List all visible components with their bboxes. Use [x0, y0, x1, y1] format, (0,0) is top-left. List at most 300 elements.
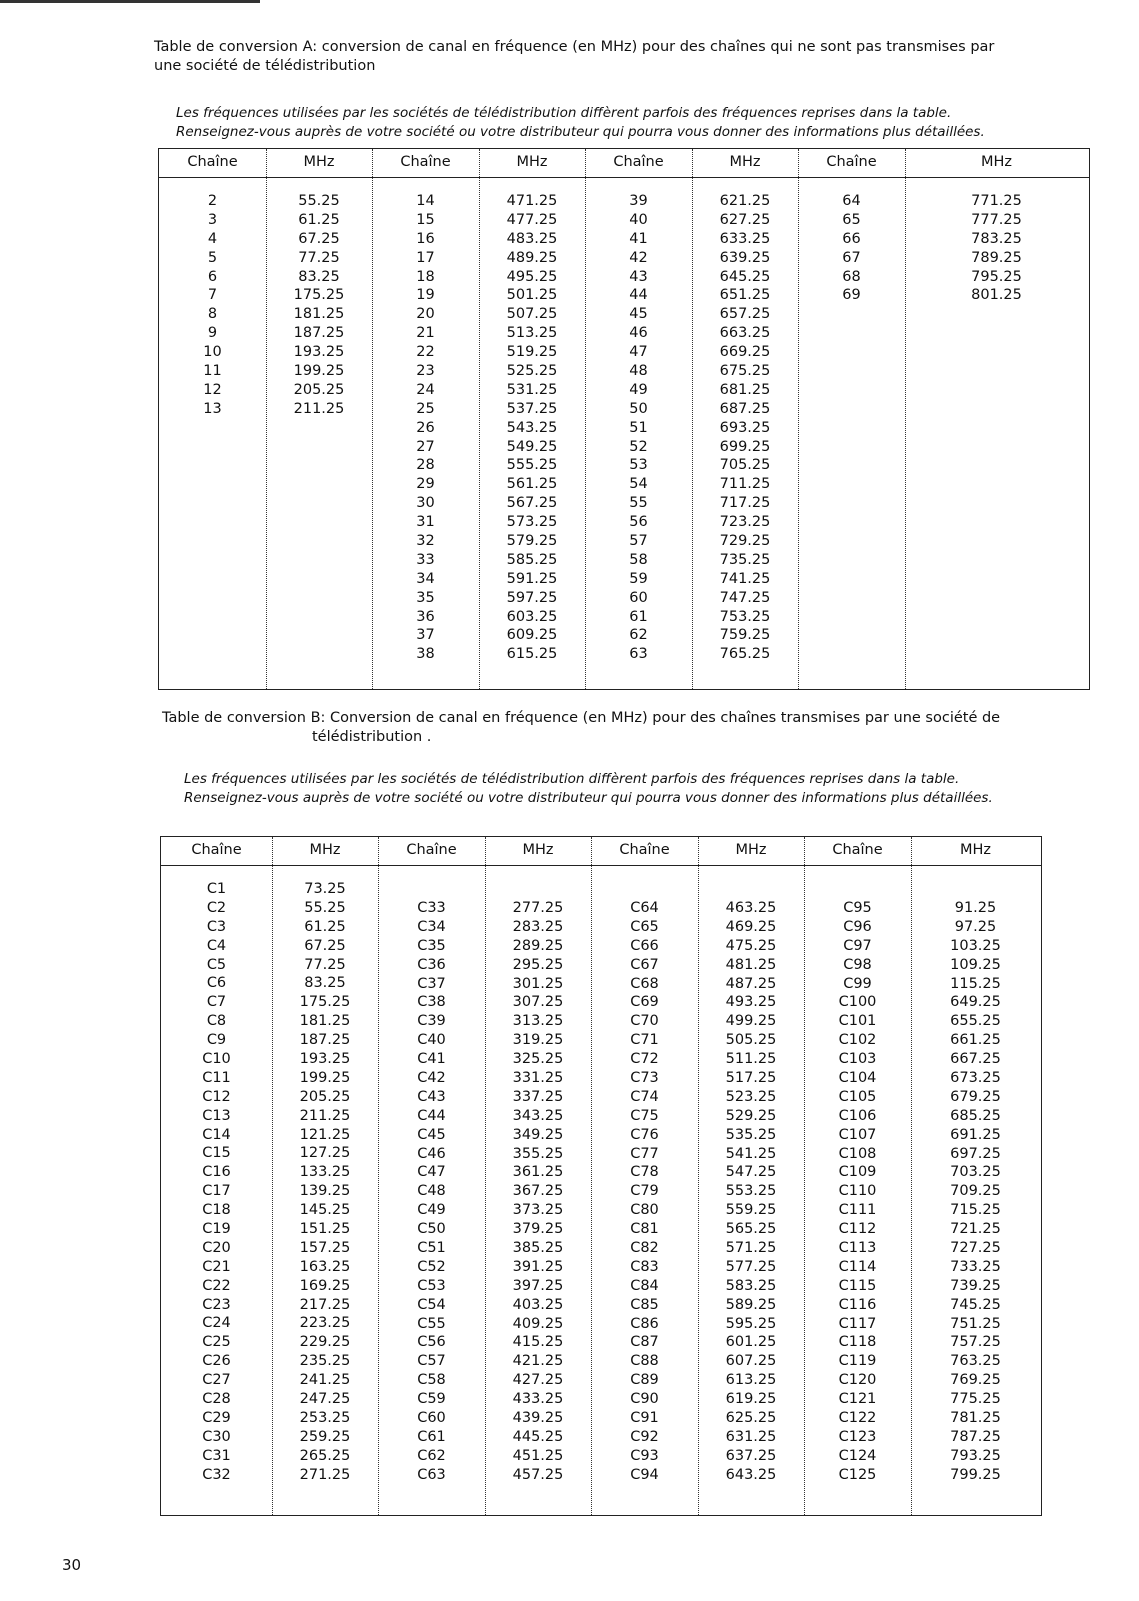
frequency-cell: 709.25	[950, 1183, 1001, 1200]
channel-cell: C66	[630, 937, 659, 954]
table_b-column-mhz	[911, 899, 1040, 1485]
channel-cell: C89	[630, 1372, 659, 1389]
channel-cell: C22	[202, 1277, 231, 1294]
channel-cell: C79	[630, 1183, 659, 1200]
channel-cell: C118	[838, 1334, 877, 1351]
channel-cell: C67	[630, 956, 659, 973]
frequency-cell: 505.25	[725, 1032, 777, 1049]
frequency-cell: 799.25	[950, 1466, 1001, 1483]
frequency-cell: 163.25	[299, 1258, 351, 1275]
channel-cell: 44	[629, 287, 648, 304]
frequency-cell: 295.25	[512, 956, 564, 973]
frequency-cell: 547.25	[725, 1164, 777, 1181]
frequency-cell: 801.25	[971, 287, 1022, 304]
channel-cell: C63	[417, 1466, 446, 1483]
frequency-cell: 157.25	[299, 1239, 351, 1256]
frequency-cell: 663.25	[719, 325, 771, 342]
table_a-column-chaine	[159, 192, 266, 419]
channel-cell: C48	[417, 1183, 446, 1200]
channel-cell: C97	[843, 937, 872, 954]
frequency-cell: 775.25	[950, 1391, 1001, 1408]
frequency-cell: 657.25	[719, 306, 771, 323]
channel-cell: C44	[417, 1107, 446, 1124]
frequency-cell: 517.25	[725, 1070, 777, 1087]
channel-cell: C34	[417, 918, 446, 935]
frequency-cell: 673.25	[950, 1070, 1001, 1087]
frequency-cell: 699.25	[719, 438, 771, 455]
channel-cell: C29	[202, 1409, 231, 1426]
frequency-cell: 543.25	[506, 419, 558, 436]
frequency-cell: 115.25	[950, 975, 1001, 992]
frequency-cell: 469.25	[725, 918, 777, 935]
frequency-cell: 661.25	[950, 1032, 1001, 1049]
channel-cell: C25	[202, 1334, 231, 1351]
frequency-cell: 223.25	[299, 1315, 351, 1332]
channel-cell: 16	[416, 230, 435, 247]
table_b-header-mhz: MHz	[735, 842, 767, 858]
channel-cell: 59	[629, 570, 648, 587]
frequency-cell: 643.25	[725, 1466, 777, 1483]
channel-cell: C117	[838, 1315, 877, 1332]
channel-cell: C24	[202, 1315, 231, 1332]
frequency-cell: 325.25	[512, 1051, 564, 1068]
channel-cell: C26	[202, 1353, 231, 1370]
channel-cell: 50	[629, 400, 648, 417]
channel-cell: C114	[838, 1258, 877, 1275]
channel-cell: C106	[838, 1107, 877, 1124]
channel-cell: C60	[417, 1410, 446, 1427]
channel-cell: C50	[417, 1221, 446, 1238]
channel-cell: C96	[843, 918, 872, 935]
frequency-cell: 205.25	[293, 381, 345, 398]
channel-cell: C98	[843, 956, 872, 973]
frequency-cell: 61.25	[304, 918, 346, 935]
channel-cell: C84	[630, 1277, 659, 1294]
frequency-cell: 655.25	[950, 1013, 1001, 1030]
channel-cell: 66	[842, 230, 861, 247]
frequency-cell: 573.25	[506, 514, 558, 531]
channel-cell: C1	[206, 881, 227, 897]
channel-cell: 28	[416, 457, 435, 474]
frequency-cell: 337.25	[512, 1088, 564, 1105]
frequency-cell: 67.25	[304, 937, 346, 954]
channel-cell: 62	[629, 627, 648, 644]
frequency-cell: 301.25	[512, 975, 564, 992]
table_b-header-chaine: Chaîne	[832, 842, 883, 858]
frequency-cell: 427.25	[512, 1372, 564, 1389]
channel-cell: C47	[417, 1164, 446, 1181]
channel-cell: C72	[630, 1051, 659, 1068]
frequency-cell: 613.25	[725, 1372, 777, 1389]
table-a-note	[176, 104, 985, 142]
channel-cell: 42	[629, 249, 648, 266]
frequency-cell: 397.25	[512, 1277, 564, 1294]
frequency-cell: 169.25	[299, 1277, 351, 1294]
channel-cell: C52	[417, 1258, 446, 1275]
channel-cell: 63	[629, 646, 648, 663]
channel-cell: 23	[416, 363, 435, 380]
channel-cell: C49	[417, 1202, 446, 1219]
channel-cell: C37	[417, 975, 446, 992]
channel-cell: 53	[629, 457, 648, 474]
channel-cell: 49	[629, 381, 648, 398]
channel-cell: C116	[838, 1296, 877, 1313]
channel-cell: 52	[629, 438, 648, 455]
table_a-column-mhz	[905, 192, 1088, 305]
channel-cell: C32	[202, 1466, 231, 1483]
frequency-cell: 567.25	[506, 495, 558, 512]
channel-cell: 22	[416, 344, 435, 361]
channel-cell: 3	[207, 211, 218, 228]
channel-cell: C122	[838, 1410, 877, 1427]
frequency-cell: 769.25	[950, 1372, 1001, 1389]
frequency-cell: 703.25	[950, 1164, 1001, 1181]
page-number: 30	[62, 1556, 82, 1574]
channel-cell: 40	[629, 211, 648, 228]
channel-cell: C46	[417, 1145, 446, 1162]
channel-cell: C68	[630, 975, 659, 992]
frequency-cell: 733.25	[950, 1258, 1001, 1275]
frequency-cell: 549.25	[506, 438, 558, 455]
table-b-note-line2: Renseignez-vous auprès de votre société ou votre distributeur qui pourra vous donner des informations plus détaillées.	[184, 790, 993, 806]
channel-cell: C45	[417, 1126, 446, 1143]
frequency-cell: 771.25	[971, 193, 1022, 209]
channel-cell: C94	[630, 1466, 659, 1483]
frequency-cell: 681.25	[719, 381, 771, 398]
channel-cell: C93	[630, 1447, 659, 1464]
channel-cell: C69	[630, 994, 659, 1011]
frequency-cell: 763.25	[950, 1353, 1001, 1370]
channel-cell: 12	[203, 381, 222, 398]
table_b-column-mhz	[485, 899, 591, 1485]
frequency-cell: 783.25	[971, 230, 1022, 247]
channel-cell: 15	[416, 211, 435, 228]
channel-cell: C62	[417, 1447, 446, 1464]
table_a-column-mhz	[692, 192, 798, 664]
frequency-cell: 597.25	[506, 589, 558, 606]
channel-cell: C19	[202, 1221, 231, 1238]
frequency-cell: 631.25	[725, 1428, 777, 1445]
channel-cell: C105	[838, 1088, 877, 1105]
channel-cell: C51	[417, 1240, 446, 1257]
frequency-cell: 531.25	[506, 381, 558, 398]
channel-cell: C100	[838, 994, 877, 1011]
frequency-cell: 181.25	[299, 1013, 351, 1030]
channel-cell: C81	[630, 1221, 659, 1238]
channel-cell: C10	[202, 1051, 231, 1068]
channel-cell: C92	[630, 1428, 659, 1445]
frequency-cell: 253.25	[299, 1409, 351, 1426]
channel-cell: 69	[842, 287, 861, 304]
channel-cell: 20	[416, 306, 435, 323]
channel-cell: 26	[416, 419, 435, 436]
frequency-cell: 637.25	[725, 1447, 777, 1464]
frequency-cell: 535.25	[725, 1126, 777, 1143]
frequency-cell: 625.25	[725, 1410, 777, 1427]
channel-cell: C18	[202, 1202, 231, 1219]
frequency-cell: 361.25	[512, 1164, 564, 1181]
frequency-cell: 493.25	[725, 994, 777, 1011]
frequency-cell: 121.25	[299, 1126, 351, 1143]
frequency-cell: 585.25	[506, 551, 558, 568]
frequency-cell: 97.25	[954, 918, 997, 935]
table_a-header-chaine: Chaîne	[187, 154, 238, 170]
frequency-cell: 565.25	[725, 1221, 777, 1238]
table-a-note-line2: Renseignez-vous auprès de votre société ou votre distributeur qui pourra vous donner des informations plus détaillées.	[176, 124, 985, 140]
channel-cell: C103	[838, 1051, 877, 1068]
frequency-cell: 247.25	[299, 1391, 351, 1408]
frequency-cell: 633.25	[719, 230, 771, 247]
frequency-cell: 409.25	[512, 1315, 564, 1332]
channel-cell: C20	[202, 1239, 231, 1256]
channel-cell: 7	[207, 287, 218, 304]
channel-cell: C123	[838, 1428, 877, 1445]
frequency-cell: 205.25	[299, 1088, 351, 1105]
frequency-cell: 793.25	[950, 1447, 1001, 1464]
frequency-cell: 729.25	[719, 533, 771, 550]
frequency-cell: 579.25	[506, 533, 558, 550]
channel-cell: C16	[202, 1164, 231, 1181]
channel-cell: C75	[630, 1107, 659, 1124]
frequency-cell: 741.25	[719, 570, 771, 587]
channel-cell: C86	[630, 1315, 659, 1332]
table_a-column-chaine	[798, 192, 905, 305]
frequency-cell: 103.25	[950, 937, 1001, 954]
frequency-cell: 621.25	[719, 193, 771, 209]
frequency-cell: 513.25	[506, 325, 558, 342]
channel-cell: C119	[838, 1353, 877, 1370]
frequency-cell: 477.25	[506, 211, 558, 228]
channel-cell: C65	[630, 918, 659, 935]
frequency-cell: 175.25	[299, 994, 351, 1011]
frequency-cell: 151.25	[299, 1221, 351, 1238]
channel-cell: 25	[416, 400, 435, 417]
channel-cell: 51	[629, 419, 648, 436]
channel-cell: 11	[203, 363, 222, 380]
frequency-cell: 735.25	[719, 551, 771, 568]
channel-cell: 39	[629, 193, 648, 209]
channel-cell: C113	[838, 1240, 877, 1257]
channel-cell: C2	[206, 899, 227, 916]
frequency-cell: 711.25	[719, 476, 771, 493]
frequency-cell: 259.25	[299, 1428, 351, 1445]
channel-cell: 60	[629, 589, 648, 606]
channel-cell: C91	[630, 1410, 659, 1427]
frequency-cell: 715.25	[950, 1202, 1001, 1219]
channel-cell: C23	[202, 1296, 231, 1313]
channel-cell: C6	[206, 975, 227, 992]
channel-cell: 67	[842, 249, 861, 266]
frequency-cell: 717.25	[719, 495, 771, 512]
frequency-cell: 559.25	[725, 1202, 777, 1219]
channel-cell: C110	[838, 1183, 877, 1200]
channel-cell: C55	[417, 1315, 446, 1332]
conversion-table-a	[158, 148, 1090, 690]
frequency-cell: 175.25	[293, 287, 345, 304]
frequency-cell: 693.25	[719, 419, 771, 436]
channel-cell: C30	[202, 1428, 231, 1445]
channel-cell: C58	[417, 1372, 446, 1389]
channel-cell: C109	[838, 1164, 877, 1181]
frequency-cell: 723.25	[719, 514, 771, 531]
channel-cell: 64	[842, 193, 861, 209]
table_b-column-mhz	[698, 899, 804, 1485]
frequency-cell: 739.25	[950, 1277, 1001, 1294]
frequency-cell: 649.25	[950, 994, 1001, 1011]
channel-cell: 8	[207, 306, 218, 323]
frequency-cell: 187.25	[293, 325, 345, 342]
frequency-cell: 83.25	[298, 268, 340, 285]
channel-cell: 4	[207, 230, 218, 247]
channel-cell: 2	[207, 193, 218, 209]
frequency-cell: 439.25	[512, 1410, 564, 1427]
channel-cell: 14	[416, 193, 435, 209]
channel-cell: C120	[838, 1372, 877, 1389]
channel-cell: C42	[417, 1070, 446, 1087]
frequency-cell: 55.25	[298, 193, 340, 209]
table_b-column-mhz	[272, 880, 378, 1485]
channel-cell: 18	[416, 268, 435, 285]
frequency-cell: 403.25	[512, 1296, 564, 1313]
frequency-cell: 61.25	[298, 211, 340, 228]
channel-cell: 56	[629, 514, 648, 531]
frequency-cell: 615.25	[506, 646, 558, 663]
channel-cell: 19	[416, 287, 435, 304]
table_a-header-mhz: MHz	[516, 154, 548, 170]
channel-cell: C70	[630, 1013, 659, 1030]
table-a-title-line2: une société de télédistribution	[154, 58, 376, 74]
channel-cell: C101	[838, 1013, 877, 1030]
channel-cell: 6	[207, 268, 218, 285]
table_a-column-chaine	[585, 192, 692, 664]
channel-cell: C87	[630, 1334, 659, 1351]
frequency-cell: 679.25	[950, 1088, 1001, 1105]
channel-cell: C7	[206, 994, 227, 1011]
table_b-column-chaine	[161, 880, 272, 1485]
frequency-cell: 139.25	[299, 1183, 351, 1200]
channel-cell: C74	[630, 1088, 659, 1105]
frequency-cell: 751.25	[950, 1315, 1001, 1332]
table_b-column-chaine	[804, 899, 911, 1485]
channel-cell: 34	[416, 570, 435, 587]
table-b-title-line1: Table de conversion B: Conversion de canal en fréquence (en MHz) pour des chaînes transmises par une société de	[162, 710, 1001, 726]
channel-cell: C56	[417, 1334, 446, 1351]
channel-cell: 17	[416, 249, 435, 266]
channel-cell: C71	[630, 1032, 659, 1049]
channel-cell: C95	[843, 900, 872, 916]
table_b-column-chaine	[378, 899, 485, 1485]
frequency-cell: 627.25	[719, 211, 771, 228]
frequency-cell: 373.25	[512, 1202, 564, 1219]
channel-cell: 32	[416, 533, 435, 550]
channel-cell: C125	[838, 1466, 877, 1483]
frequency-cell: 307.25	[512, 994, 564, 1011]
frequency-cell: 577.25	[725, 1258, 777, 1275]
frequency-cell: 591.25	[506, 570, 558, 587]
channel-cell: C36	[417, 956, 446, 973]
frequency-cell: 127.25	[299, 1145, 351, 1162]
channel-cell: 55	[629, 495, 648, 512]
channel-cell: C108	[838, 1145, 877, 1162]
channel-cell: C111	[838, 1202, 877, 1219]
table_b-header-mhz: MHz	[309, 842, 341, 858]
channel-cell: C121	[838, 1391, 877, 1408]
table_b-header-chaine: Chaîne	[191, 842, 242, 858]
channel-cell: C28	[202, 1391, 231, 1408]
channel-cell: 13	[203, 400, 222, 417]
table_a-header-chaine: Chaîne	[826, 154, 877, 170]
frequency-cell: 483.25	[506, 230, 558, 247]
channel-cell: 31	[416, 514, 435, 531]
frequency-cell: 675.25	[719, 363, 771, 380]
frequency-cell: 571.25	[725, 1240, 777, 1257]
table_a-header-chaine: Chaîne	[400, 154, 451, 170]
frequency-cell: 475.25	[725, 937, 777, 954]
frequency-cell: 781.25	[950, 1410, 1001, 1427]
channel-cell: 46	[629, 325, 648, 342]
top-rule	[0, 0, 260, 3]
table_a-column-chaine	[372, 192, 479, 664]
channel-cell: C33	[417, 900, 446, 916]
frequency-cell: 795.25	[971, 268, 1022, 285]
channel-cell: C17	[202, 1183, 231, 1200]
channel-cell: C59	[417, 1391, 446, 1408]
table-a-note-line1: Les fréquences utilisées par les sociétés de télédistribution diffèrent parfois des fréquences reprises dans la table.	[176, 105, 952, 121]
channel-cell: 48	[629, 363, 648, 380]
table_b-column-chaine	[591, 899, 698, 1485]
channel-cell: 38	[416, 646, 435, 663]
frequency-cell: 601.25	[725, 1334, 777, 1351]
channel-cell: C61	[417, 1428, 446, 1445]
table-a-title-line1: Table de conversion A: conversion de canal en fréquence (en MHz) pour des chaînes qui ne sont pas transmises par	[154, 39, 995, 55]
channel-cell: 9	[207, 325, 218, 342]
frequency-cell: 77.25	[298, 249, 340, 266]
frequency-cell: 83.25	[304, 975, 346, 992]
channel-cell: C35	[417, 937, 446, 954]
frequency-cell: 511.25	[725, 1051, 777, 1068]
frequency-cell: 721.25	[950, 1221, 1001, 1238]
channel-cell: 47	[629, 344, 648, 361]
frequency-cell: 519.25	[506, 344, 558, 361]
frequency-cell: 355.25	[512, 1145, 564, 1162]
table_a-header-mhz: MHz	[729, 154, 761, 170]
frequency-cell: 583.25	[725, 1277, 777, 1294]
frequency-cell: 787.25	[950, 1428, 1001, 1445]
channel-cell: C8	[206, 1013, 227, 1030]
frequency-cell: 193.25	[299, 1051, 351, 1068]
frequency-cell: 283.25	[512, 918, 564, 935]
frequency-cell: 501.25	[506, 287, 558, 304]
frequency-cell: 391.25	[512, 1258, 564, 1275]
frequency-cell: 705.25	[719, 457, 771, 474]
frequency-cell: 747.25	[719, 589, 771, 606]
channel-cell: C57	[417, 1353, 446, 1370]
table_b-header-chaine: Chaîne	[619, 842, 670, 858]
channel-cell: C82	[630, 1240, 659, 1257]
table-b-note	[184, 770, 993, 808]
frequency-cell: 759.25	[719, 627, 771, 644]
channel-cell: C11	[202, 1069, 231, 1086]
frequency-cell: 487.25	[725, 975, 777, 992]
channel-cell: 58	[629, 551, 648, 568]
frequency-cell: 603.25	[506, 608, 558, 625]
frequency-cell: 55.25	[304, 899, 346, 916]
frequency-cell: 109.25	[950, 956, 1001, 973]
frequency-cell: 471.25	[506, 193, 558, 209]
frequency-cell: 651.25	[719, 287, 771, 304]
frequency-cell: 133.25	[299, 1164, 351, 1181]
frequency-cell: 193.25	[293, 344, 345, 361]
